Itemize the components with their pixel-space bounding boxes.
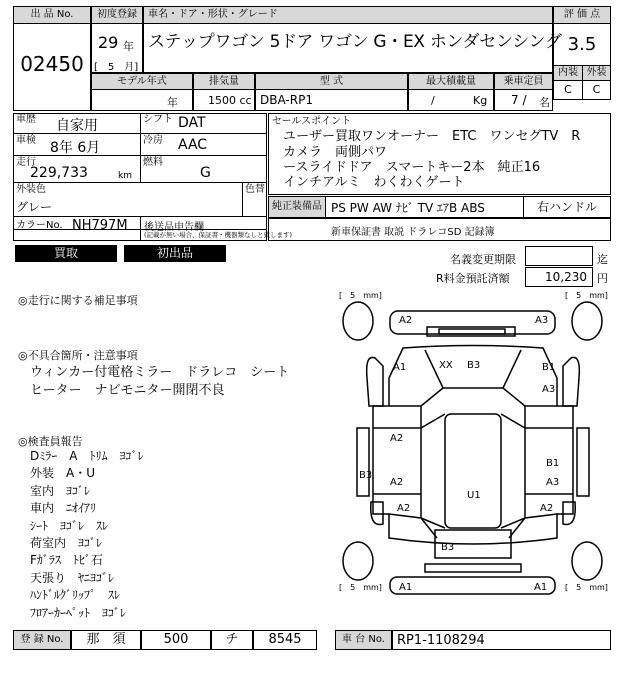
buy-tag: 買取 (15, 245, 117, 262)
recycle-fee-cell (525, 267, 593, 287)
mileage: 229,733 (30, 165, 88, 181)
exterior-color: グレー (16, 200, 53, 214)
inspector-line: ｼｰﾄ ﾖｺﾞﾚ ｽﾚ (30, 518, 109, 533)
damage-mark: A1 (393, 362, 407, 373)
color-number-cell (13, 216, 141, 241)
lot-number-cell (13, 23, 91, 111)
capacity-unit: 名 (539, 96, 550, 109)
exterior-grade-label: 外装 (582, 65, 611, 81)
color-change-cell: 色替 (242, 182, 267, 217)
aftermarket-cell (140, 216, 293, 241)
usage-label: 車歴 (16, 114, 36, 125)
usage: 自家用 (56, 118, 98, 134)
damage-mark: A2 (390, 433, 404, 444)
documents: 新車保証書 取説 ドラレコSD 記録簿 (331, 227, 495, 238)
defects-line: ウィンカー付電格ミラー ドラレコ シート (30, 365, 290, 380)
model-type-cell (255, 89, 408, 111)
car-name: ステップワゴン 5ドア ワゴン G・EX ホンダセンシング (148, 32, 562, 52)
damage-mark: B3 (359, 470, 373, 481)
chassis-number: RP1-1108294 (397, 633, 485, 648)
evaluation-score-label: 評 価 点 (553, 6, 611, 24)
damage-mark: A2 (540, 503, 554, 514)
max-load-cell (408, 89, 494, 111)
running-notes-label: ◎走行に関する補足事項 (18, 294, 138, 307)
model-type-label: 型 式 (255, 73, 408, 90)
max-load-label: 最大積載量 (408, 73, 494, 90)
sales-point-line: ユーザー買取ワンオーナー ETC ワンセグTV R (283, 129, 581, 144)
name-change-unit: 迄 (597, 253, 608, 266)
inspector-line: ﾊﾝﾄﾞﾙｸﾞﾘｯﾌﾟ ｽﾚ (30, 588, 121, 603)
displacement-cell (193, 89, 255, 111)
first-listing-tag: 初出品 (124, 245, 226, 262)
first-registration-label: 初度登録 (91, 6, 143, 24)
defects-label: ◎不具合箇所・注意事項 (18, 349, 138, 362)
damage-mark: B1 (542, 362, 556, 373)
first-registration-cell (91, 23, 143, 73)
interior-grade: C (553, 80, 583, 100)
inspector-line: 天張り ﾔﾆﾖｺﾞﾚ (30, 570, 115, 585)
shift-label: シフト (143, 114, 173, 125)
mileage-unit: km (118, 171, 132, 181)
exterior-grade: C (582, 80, 611, 100)
registration-class: 500 (141, 630, 211, 650)
capacity-label: 乗車定員 (494, 73, 553, 90)
displacement-label: 排気量 (193, 73, 255, 90)
lot-number-label: 出 品 No. (13, 6, 91, 24)
model-type: DBA-RP1 (260, 93, 313, 107)
shift: DAT (178, 115, 206, 131)
car-name-cell (143, 23, 562, 73)
sales-point-line: インチアルミ わくわくゲート (283, 175, 465, 190)
inspector-report-label: ◎検査員報告 (18, 435, 83, 448)
ac-label: 冷房 (143, 135, 163, 146)
inspector-report (30, 448, 143, 622)
equipment-items: PS PW AW ﾅﾋﾞ TV ｴｱB ABS (331, 201, 485, 215)
damage-mark: U1 (467, 490, 481, 501)
documents-row (268, 218, 611, 241)
fuel-label: 燃料 (143, 157, 163, 168)
tire-depth-rear-right: [ 5 mm] (565, 583, 608, 592)
tire-depth-front-right: [ 5 mm] (565, 291, 608, 300)
car-name-label: 車名・ドア・形状・グレード (143, 6, 553, 24)
registration-kana: チ (211, 630, 253, 650)
displacement: 1500 cc (208, 94, 252, 107)
inspector-line: 荷室内 ﾖｺﾞﾚ (30, 536, 103, 551)
damage-mark: XX (439, 360, 453, 371)
damage-mark: A1 (399, 582, 413, 593)
damage-mark: A2 (390, 477, 404, 488)
recycle-fee: 10,230 (545, 270, 587, 284)
chassis-number-cell (392, 630, 611, 650)
inspection: 8年 6月 (50, 140, 101, 156)
capacity-cell (494, 89, 553, 111)
vehicle-damage-diagram (335, 288, 611, 600)
inspector-line: 外装 A・U (30, 466, 95, 481)
color-number-label: カラーNo. (16, 220, 63, 231)
damage-mark: B3 (441, 542, 455, 553)
max-load-separator: / (431, 94, 435, 107)
exterior-color-label: 外装色 (16, 184, 46, 195)
sales-point-line: カメラ 両側パワ (283, 145, 388, 160)
recycle-fee-unit: 円 (597, 272, 608, 285)
registration-year-unit: 年 (123, 40, 134, 53)
model-year-label: モデル年式 (91, 73, 193, 90)
defects-line: ヒーター ナビモニター開閉不良 (30, 383, 225, 398)
damage-mark: A2 (397, 503, 411, 514)
name-change-deadline (525, 246, 593, 266)
recycle-fee-label: R料金預託済額 (436, 272, 510, 285)
evaluation-score-cell (553, 23, 611, 66)
lot-number: 02450 (20, 52, 84, 76)
registration-number: 8545 (253, 630, 317, 650)
inspector-line: Dﾐﾗｰ A ﾄﾘﾑ ﾖｺﾞﾚ (30, 449, 144, 463)
inspector-line: ﾌﾛｱｰｶｰﾍﾟｯﾄ ﾖｺﾞﾚ (30, 605, 127, 620)
registration-year: 29 (98, 33, 119, 52)
aftermarket-note: (記載が無い場合、保証書・機器類なしと致します) (144, 231, 293, 239)
sales-point-line: ースライドドア スマートキー2本 純正16 (283, 160, 541, 175)
interior-grade-label: 内装 (553, 65, 583, 81)
sales-points-box (268, 113, 611, 195)
fuel: G (200, 165, 211, 181)
mileage-label: 走行 (16, 157, 36, 168)
tire-depth-front-left: [ 5 mm] (339, 291, 382, 300)
damage-mark: B3 (467, 360, 481, 371)
damage-mark: A2 (399, 315, 413, 326)
max-load-unit: Kg (473, 94, 488, 107)
model-year-cell (91, 89, 193, 111)
inspection-label: 車検 (16, 135, 36, 146)
inspector-line: Fｶﾞﾗｽ ﾄﾋﾞ石 (30, 553, 103, 568)
registration-area: 那 須 (71, 630, 141, 650)
registration-number-label: 登 録 No. (13, 630, 71, 650)
registration-month: [ 5 月] (94, 62, 139, 73)
tire-depth-rear-left: [ 5 mm] (339, 583, 382, 592)
damage-mark: A1 (534, 582, 548, 593)
inspector-line: 車内 ﾆｵｲｱﾘ (30, 501, 97, 516)
name-change-label: 名義変更期限 (450, 253, 516, 266)
damage-mark: A3 (542, 384, 556, 395)
color-number: NH797M (72, 218, 128, 233)
damage-mark: A3 (546, 477, 560, 488)
model-year-unit: 年 (167, 96, 178, 109)
ac: AAC (178, 137, 208, 153)
steering-position: 右ハンドル (523, 196, 611, 218)
damage-mark: A3 (535, 315, 549, 326)
equipment-label: 純正装備品 (268, 196, 326, 218)
capacity: 7 / (511, 93, 527, 107)
chassis-number-label: 車 台 No. (335, 630, 392, 650)
sales-points-label: セールスポイント (272, 116, 352, 127)
damage-mark: B1 (546, 458, 560, 469)
inspector-line: 室内 ﾖｺﾞﾚ (30, 483, 91, 498)
aftermarket-label: 後送品申告欄 (144, 222, 204, 233)
evaluation-score: 3.5 (567, 34, 597, 55)
